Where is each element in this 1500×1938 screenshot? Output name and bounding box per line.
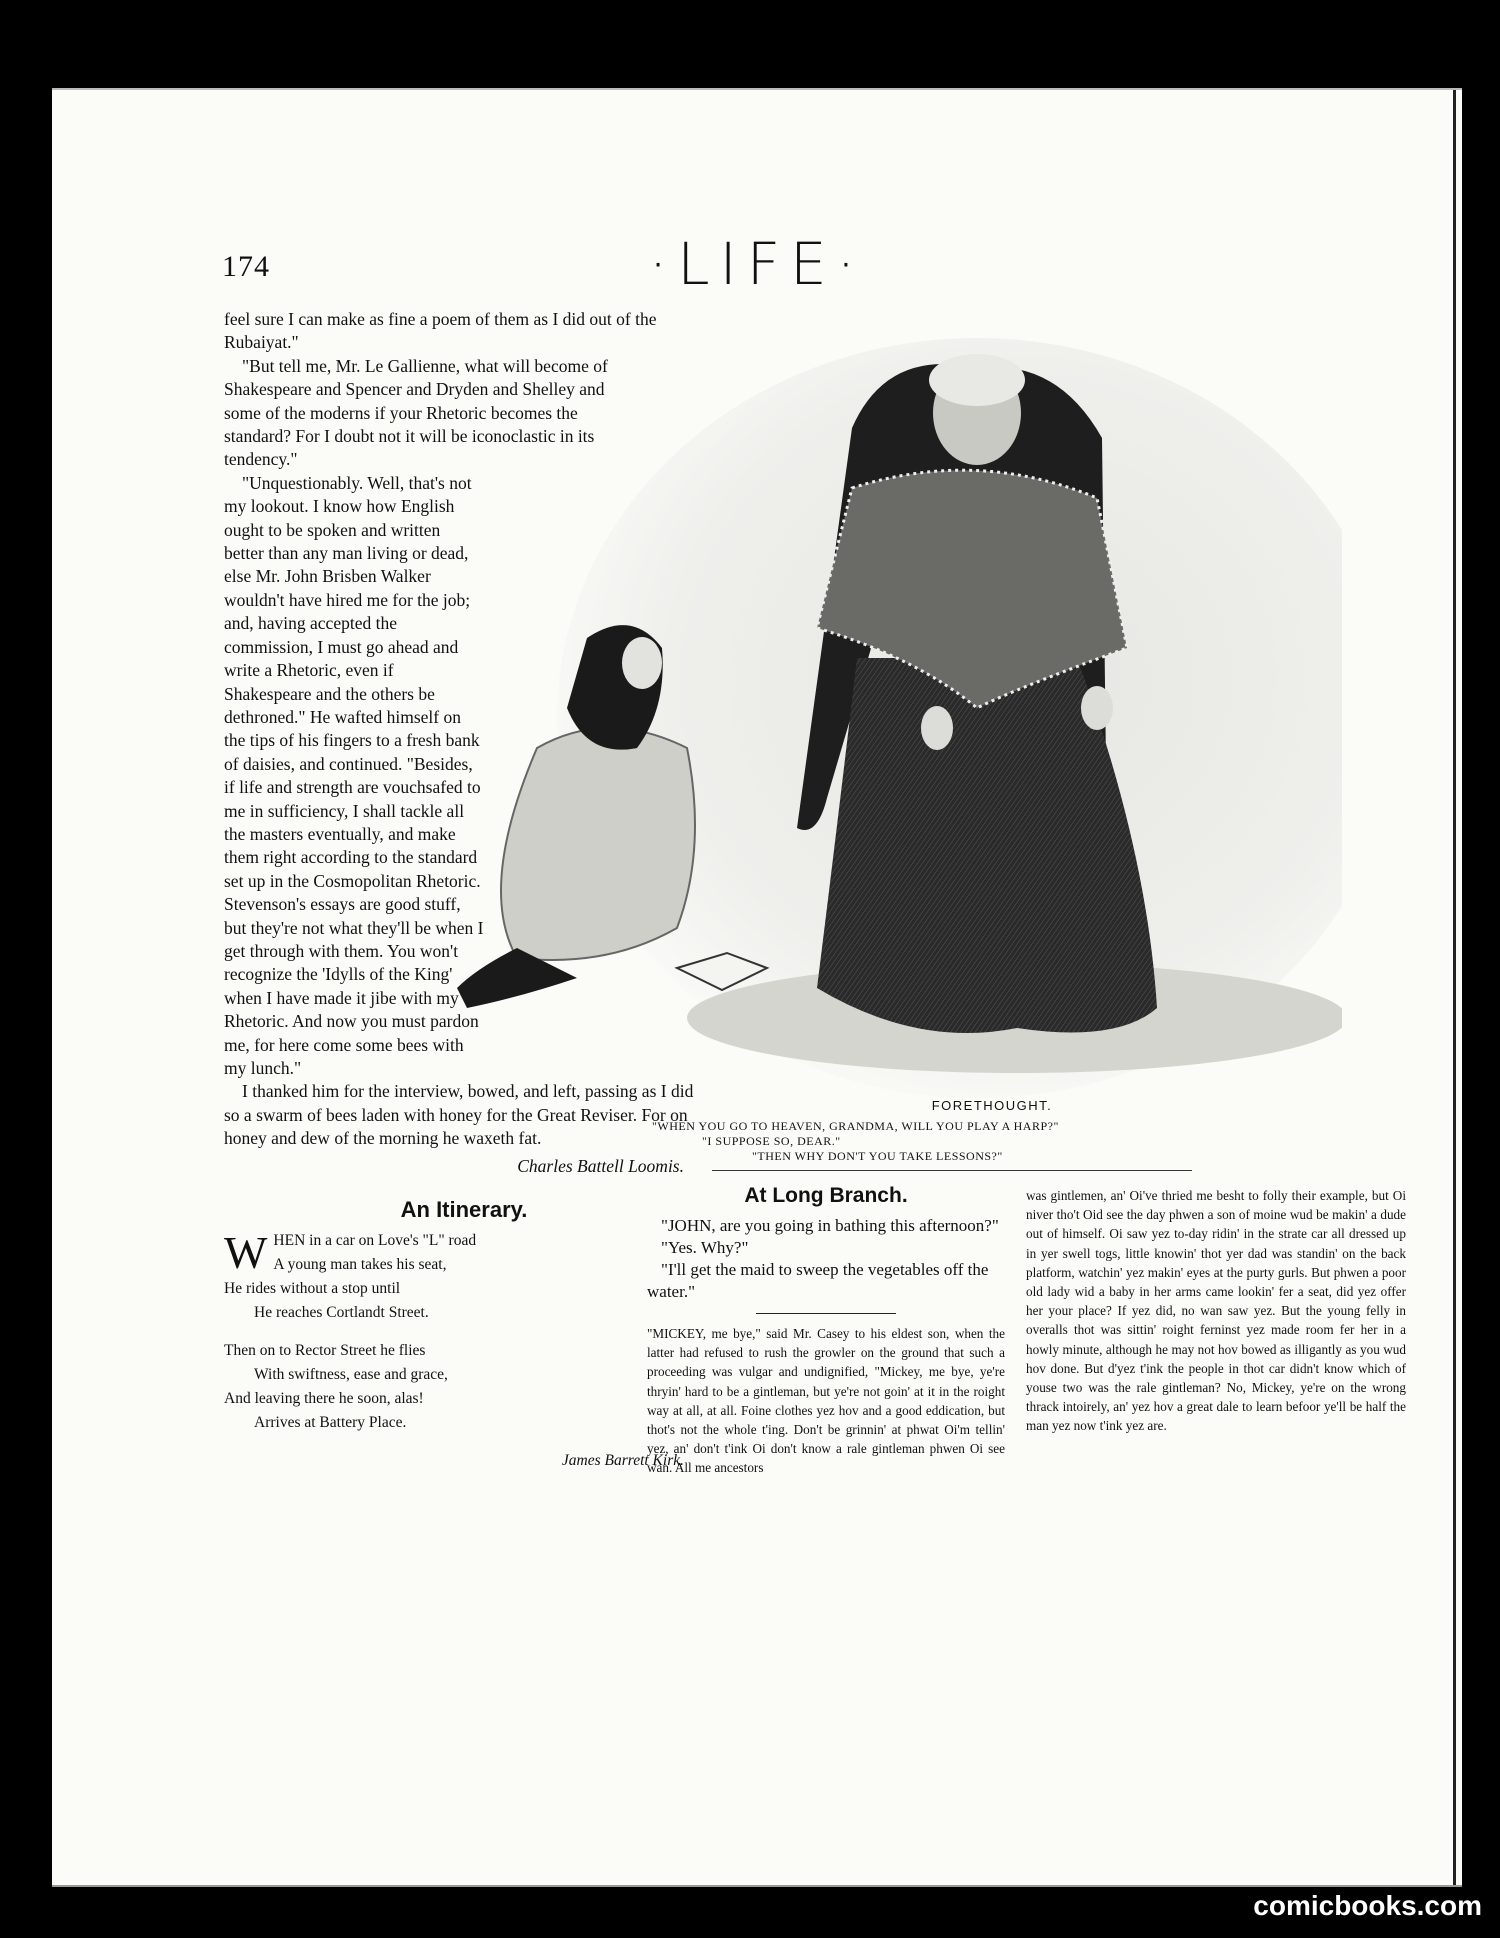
poem-line: HEN in a car on Love's "L" road bbox=[273, 1232, 477, 1250]
poem-line: Then on to Rector Street he flies bbox=[224, 1342, 426, 1360]
caption-line: "I SUPPOSE SO, DEAR." bbox=[702, 1134, 841, 1148]
page-number: 174 bbox=[222, 250, 270, 283]
caption-line: "THEN WHY DON'T YOU TAKE LESSONS?" bbox=[752, 1149, 1003, 1163]
poem-line: And leaving there he soon, alas! bbox=[224, 1390, 424, 1408]
poem-line: He rides without a stop until bbox=[224, 1280, 401, 1298]
paragraph: "Unquestionably. Well, that's not my lookout. I know how English ought to be spoken and written better than any man living or dead, else Mr. John Brisben Walker wouldn't have hired me for the job; and, having accepted the commission, I must go ahead and write a Rhetoric, even if Shakespeare and the others be dethroned." He wafted himself on the tips of his fingers to a fresh bank of daisies, and continued. "Besides, if life and strength are vouchsafed to me in sufficiency, I shall tackle all the masters eventually, and make them right according to the standard set up in the Cosmopolitan Rhetoric. Stevenson's essays are good stuff, but they're not what they'll be when I get through with them. You won't recognize the 'Idylls of the King' when I have made it jibe with my Rhetoric. And now you must pardon me, for here come some bees with my lunch." bbox=[224, 472, 484, 1078]
girl-dress bbox=[501, 728, 695, 960]
poem-stanza bbox=[224, 1339, 704, 1435]
binding-edge bbox=[1453, 90, 1456, 1885]
divider-rule bbox=[712, 1170, 1192, 1171]
paragraph: I thanked him for the interview, bowed, and left, passing as I did so a swarm of bees laden with honey for the Great Reviser. For on honey and dew of the morning he waxeth fat. bbox=[224, 1081, 694, 1149]
grandma-hand bbox=[1081, 686, 1113, 730]
illustration-caption bbox=[612, 1098, 1312, 1164]
dialogue-line: "I'll get the maid to sweep the vegetables off the water." bbox=[647, 1260, 989, 1301]
poem-author: James Barrett Kirk. bbox=[561, 1452, 684, 1470]
itinerary-poem bbox=[224, 1229, 704, 1473]
long-branch-title: At Long Branch. bbox=[744, 1184, 908, 1207]
site-watermark: comicbooks.com bbox=[1253, 1890, 1482, 1921]
poem-line: Arrives at Battery Place. bbox=[254, 1414, 407, 1432]
paragraph: "But tell me, Mr. Le Gallienne, what will become of Shakespeare and Spencer and Dryden and Shelley and some of the moderns if your Rhetoric becomes the standard? For I doubt not it will be iconoclastic in its tendency." bbox=[224, 355, 608, 470]
girl-face bbox=[622, 637, 662, 689]
poem-line: He reaches Cortlandt Street. bbox=[254, 1304, 429, 1322]
itinerary-title: An Itinerary. bbox=[400, 1197, 528, 1223]
divider-rule bbox=[756, 1313, 896, 1314]
grandma-hair bbox=[929, 354, 1025, 406]
poem-stanza bbox=[224, 1229, 704, 1325]
dialogue-line: "Yes. Why?" bbox=[661, 1238, 749, 1257]
magazine-page bbox=[52, 88, 1462, 1887]
caption-line: "WHEN YOU GO TO HEAVEN, GRANDMA, WILL YOU PLAY A HARP?" bbox=[652, 1119, 1059, 1133]
illustration-grandma-and-girl bbox=[457, 328, 1342, 1098]
paragraph: feel sure I can make as fine a poem of them as I did out of the Rubaiyat." bbox=[224, 309, 657, 353]
grandma-hand bbox=[921, 706, 953, 750]
poem-line: A young man takes his seat, bbox=[273, 1256, 447, 1274]
caption-title: FORETHOUGHT. bbox=[931, 1098, 1053, 1113]
author-signature: Charles Battell Loomis. bbox=[517, 1155, 684, 1176]
mickey-story-part2: was gintlemen, an' Oi've thried me besht to folly their example, but Oi niver tho't Oid see the day phwen a son of moine wud be makin' a dude out of himself. Oi saw yez to-day ridin' in the strate car all dressed up in yer swell togs, little knowin' thot yer dad was standin' on the back platform, watchin' yez makin' eyes at the purty gurls. But phwen a poor old lady wid a baby in her arms came lookin' fer a seat, did yez offer her your place? If yez did, no wan saw yez. But the young felly in overalls thot was sittin' roight ferninst yez made room fer her in a howly minute, although he may not hov bowed as illigantly as you wud hov done. But d'yez t'ink the people in thot car didn't know which of youse two was the rale gintleman? No, Mickey, ye're on the wrong thrack intoirely, an' yez hov a great dale to learn befoor ye'll be half the man yez now t'ink yez are. bbox=[1026, 1188, 1406, 1434]
dialogue-line: "JOHN, are you going in bathing this afternoon?" bbox=[661, 1216, 999, 1235]
poem-line: With swiftness, ease and grace, bbox=[254, 1366, 448, 1384]
drop-cap: W bbox=[224, 1227, 268, 1279]
masthead: ·LIFE· bbox=[648, 230, 866, 298]
middle-column bbox=[647, 1185, 1005, 1478]
mickey-story-part1: "MICKEY, me bye," said Mr. Casey to his eldest son, when the latter had refused to rush the growler on the ground that such a proceeding was vulgar and undignified, "Mickey, me bye, ye're thryin' hard to be a gintleman, but ye're not goin' at it in the roight way at all, at all. Foine clothes yez hov and a good eddication, but thot's not the whole t'ing. Don't be grinnin' at phwat Oi'm tellin' yez, an' don't t'ink Oi don't know a rale gintleman phwen Oi see wan. All me ancestors bbox=[647, 1326, 1005, 1476]
